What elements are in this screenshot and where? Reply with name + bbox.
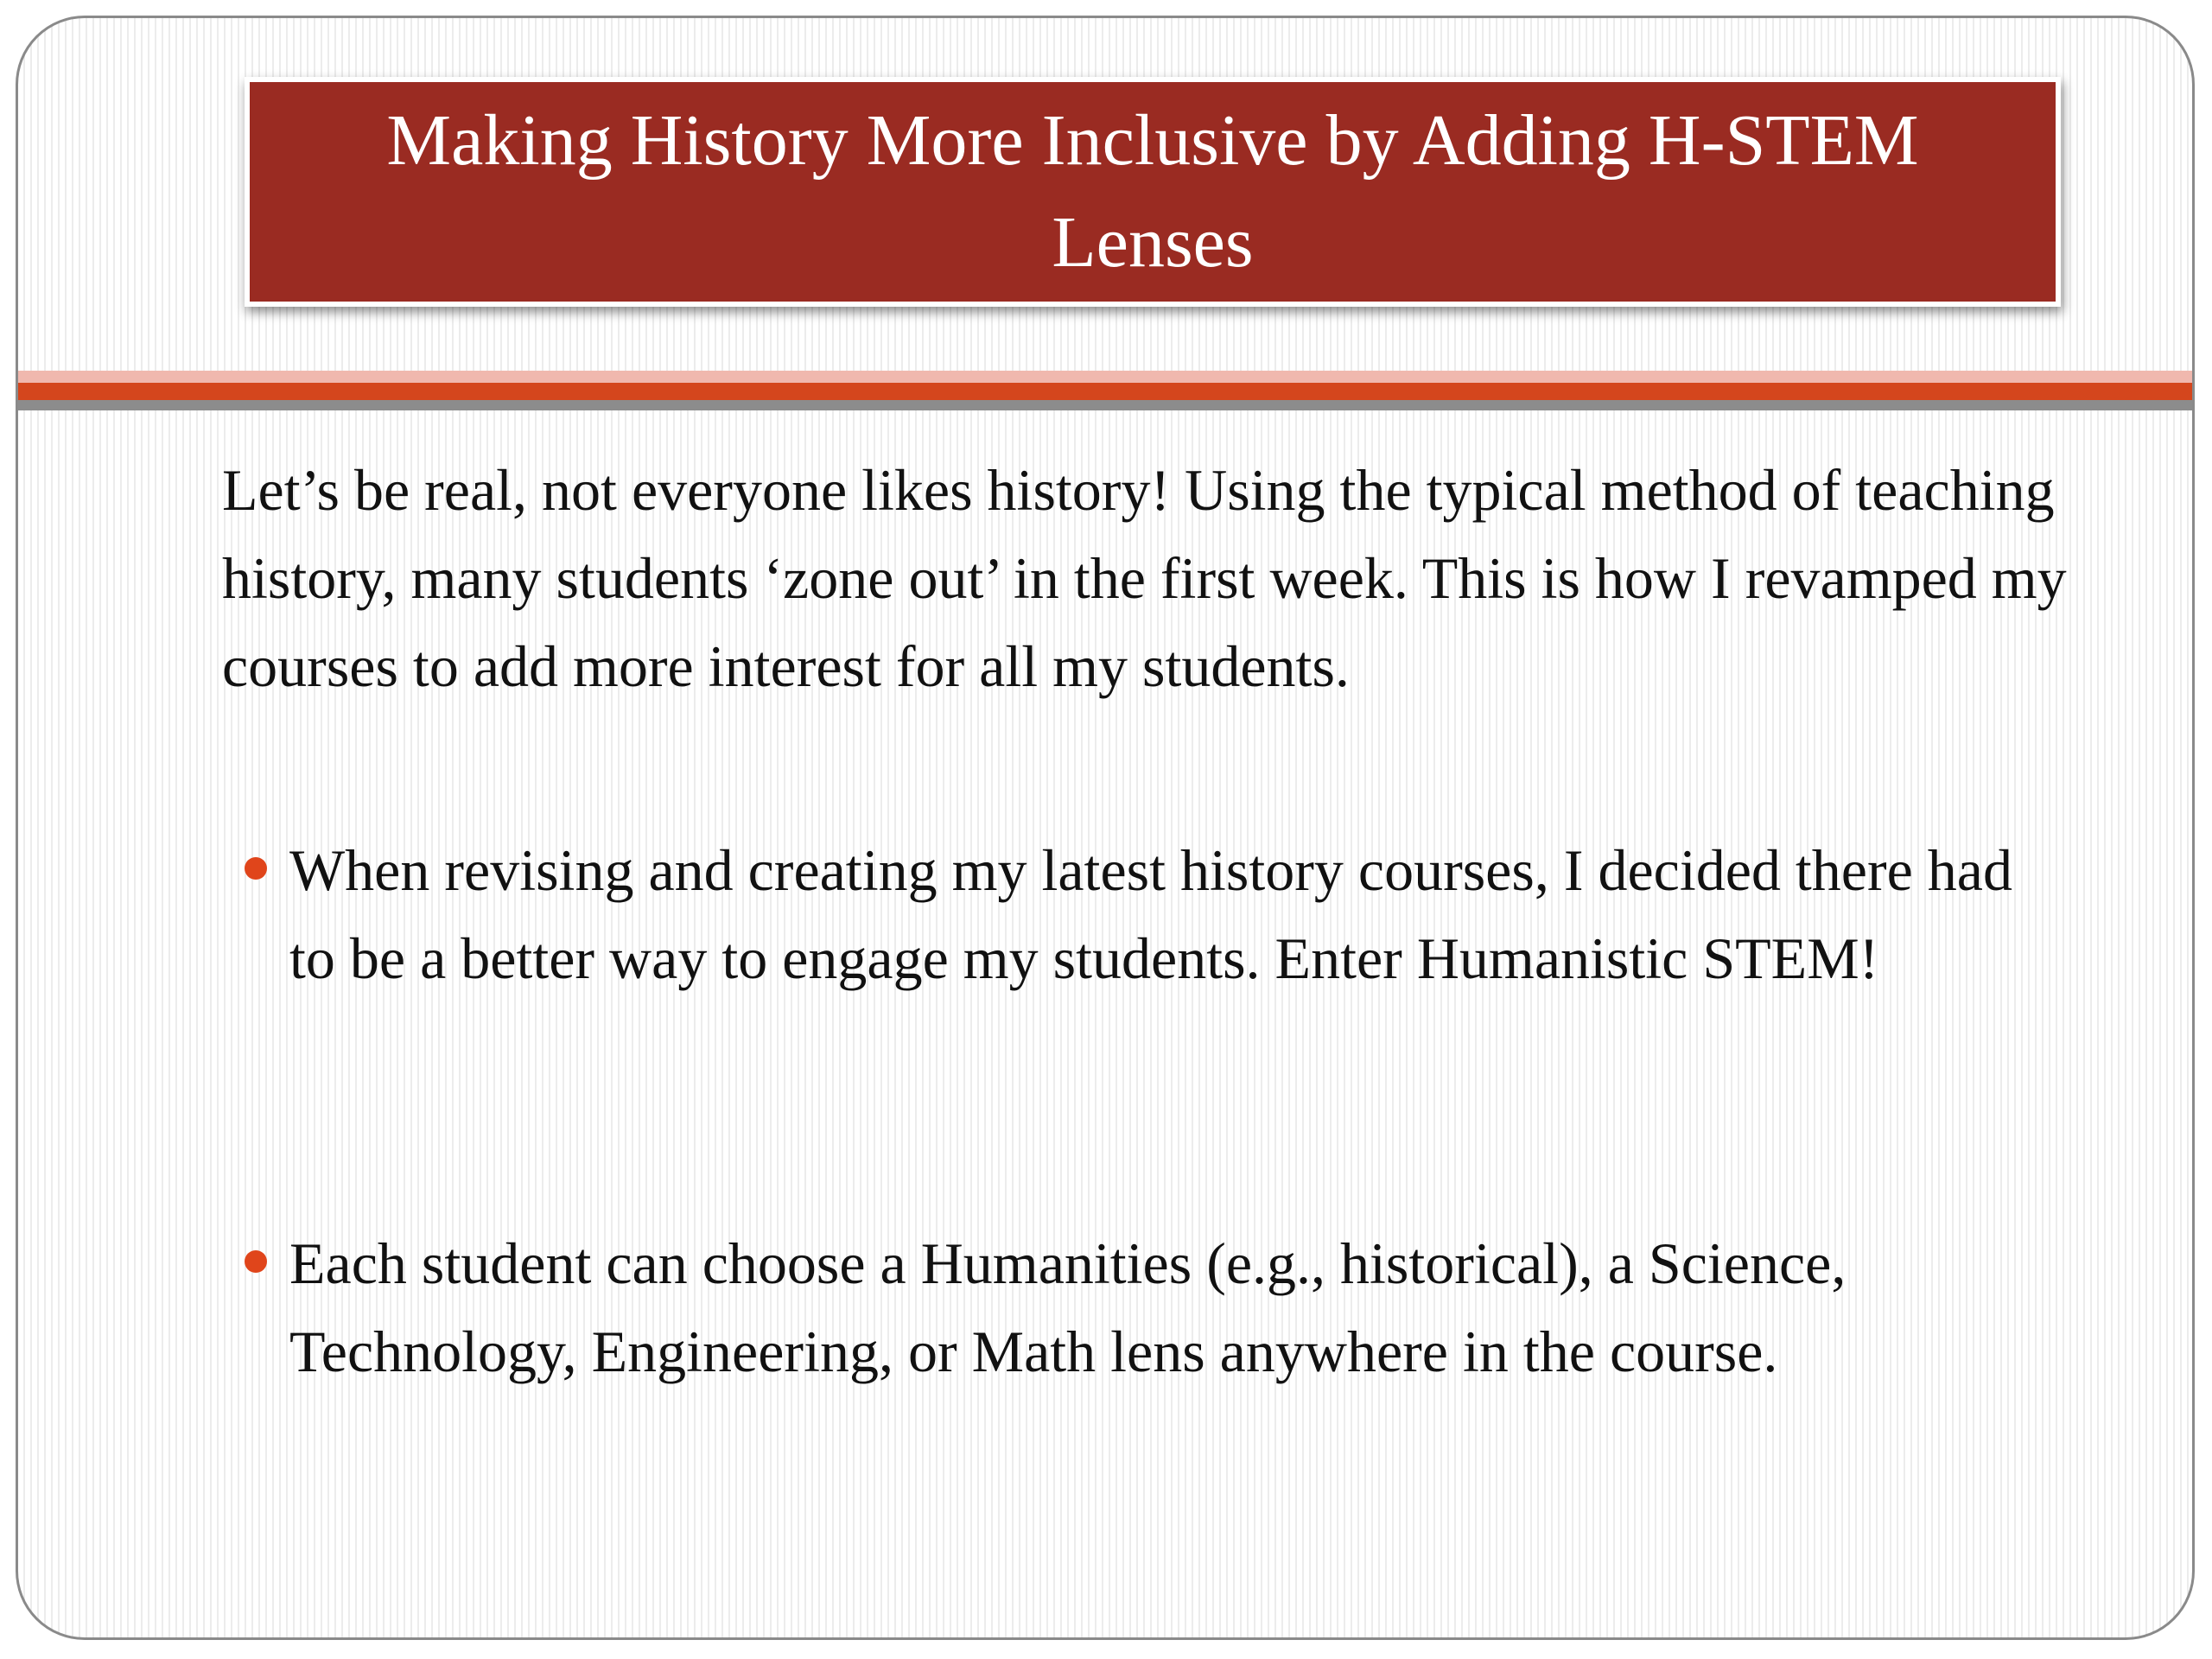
divider-pink [18,371,2192,383]
bullet-text: When revising and creating my latest history courses, I decided there had to be a better way to engage my students. Enter Humanistic STEM! [289,837,2012,991]
bullet-item [222,826,2071,1002]
bullet-item [222,1219,2071,1395]
bullet-dot-icon [245,857,267,880]
intro-paragraph: Let’s be real, not everyone likes history! Using the typical method of teaching history, many students ‘zone out’ in the first week. This is how I revamped my courses to add more interest for all my students. [222,457,2067,699]
divider-orange [18,383,2192,400]
bullet-dot-icon [245,1250,267,1273]
slide [16,16,2195,1640]
divider-gray [18,400,2192,410]
slide-title: Making History More Inclusive by Adding H-STEM Lenses [386,100,1919,283]
bullet-text: Each student can choose a Humanities (e.g., historical), a Science, Technology, Engineering, or Math lens anywhere in the course. [289,1230,1847,1384]
title-box [245,77,2061,307]
